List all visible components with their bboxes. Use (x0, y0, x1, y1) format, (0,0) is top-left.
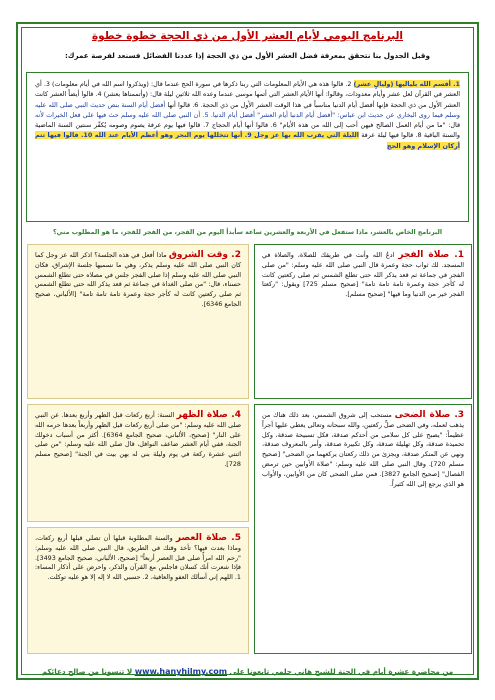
card-dhuhr (27, 404, 249, 522)
card-duha-heading: 3. صلاة الضحى (394, 410, 465, 420)
card-shurooq-text: ماذا أفعل في هذه الجلسة؟ اذكر الله عز وجل كما كان النبي صلى الله عليه وسلم يذكر، وهي ما نسميها جلسة الإشراق، فكان النبي صلى الله عليه وسلم إذا صلى الفجر جلس في مصلاه حتى تطلع الشمس حسناء، قال: "من صلى الغداة في جماعة ثم قعد يذكر الله حتى تطلع الشمس ثم صلى ركعتين كانت له كأجر حجة وعمرة تامة تامة تامة" [الألباني، صحيح الجامع 6346]. (35, 251, 241, 308)
merit-highlight-6: الليلة التي يقرب الله بها عز وجل 9. أنها تتخللها يوم النحر وهو أعظم الأيام عند الله 10. فالوا فيها تتم أركان الإسلام وهو الحج (35, 131, 460, 150)
page-title: البرنامج اليومي لأيام العشر الأول من ذي الحجة خطوة خطوة (91, 30, 404, 42)
card-asr (27, 527, 249, 654)
card-shurooq-heading: 2. وقت الشروق (168, 250, 241, 260)
ten-merits-box (26, 72, 469, 222)
intro-text: وقبل الجدول بنا نتحقق بمعرفة فضل العشر الأول من ذي الحجة إذا عددنا الفضائل فسنعد لفرصة عمرك: (65, 51, 430, 60)
card-fajr (254, 244, 472, 399)
program-intro: البرنامج الخاص بالعشر، ماذا ستفعل في الأربعة والعشرين ساعة سأبدأ اليوم من الفجر، من الفجر للفجر، ما هو المطلوب مني؟ (53, 229, 442, 236)
footer-text-after: لا تنسونا من صالح دعائكم (41, 667, 133, 676)
merit-text-3: عندما وعده الله ثلاثين ليلة قال: (وأتممناها بعشر) 4. قالوا أيضاً العشر كانت العشر الأول من ذي الحجة فإنها أفضل أيام الدنيا مناسباً في هذا الوقت العشر الأول من ذي الحجة. 6. قالوا أنها (35, 90, 460, 109)
card-fajr-heading: 1. صلاة الفجر (398, 250, 464, 260)
footer-site-link[interactable]: www.hanyhilmy.com (134, 667, 228, 676)
card-asr-heading: 5. صلاة العصر (175, 533, 241, 543)
card-duha-text: مستحب إلى شروق الشمس، بعد ذلك هناك من يذهب لعمله، وفي الضحى صلِّ ركعتين، والله سبحانه وتعالى يعطي عليها أجراً عظيماً: "يصبح على كل سلامى من أحدكم صدقة، فكل تسبيحة صدقة، وكل تحميدة صدقة، وكل تهليلة صدقة، وكل تكبيرة صدقة، وأمر بالمعروف صدقة، ونهي عن المنكر صدقة، ويجزئ من ذلك ركعتان يركعهما من الضحى" [صحيح مسلم 720]. وقال النبي صلى الله عليه وسلم: "صلاة الأوابين حين ترمض الفصال" [صحيح الجامع 3827]. فمن صلى الضحى كان من الأوابين، والأواب هو الذي يرجع إلى الله كثيراً. (262, 411, 465, 488)
card-dhuhr-text: السنة: أربع ركعات قبل الظهر وأربع بعدها. عن النبي صلى الله عليه وسلم: "من صلى أربع ركعات قبل الظهر وأربعاً بعدها حرمه الله على النار" [صحيح، الألباني، صحيح الجامع 6364]. أكثر من أسباب دخولك الجنة، ففي أيام العشر ضاعف النوافل، قال صلى الله عليه وسلم: "من صلى اثنتي عشرة ركعة في يوم وليلة بني له بهن بيت في الجنة" [صحيح مسلم 728]. (35, 411, 241, 468)
card-asr-text: والسنة المطلوبة قبلها أن تصلي قبلها أربع ركعات، وماذا بعدت فيها؟ تأخذ وقتك في الطريق، قال النبي صلى الله عليه وسلم: "رحم الله امرأً صلى قبل العصر أربعاً" [صحيح، الألباني، صحيح الجامع 3493]. فإذا شعرت أنك كسلان فاجلس مع القرآن والذكر، واحرص على أذكار المساء: 1. اللهم إني أسألك العفو والعافية، 2. حسبي الله لا إله إلا هو عليه توكلت. (35, 534, 241, 582)
merit-text-4: أفضل أيام السنة بنص حديث النبي صلى الله عليه وسلم فيما روى البخاري عن حديث ابن عباس: "أفضل أيام الدنيا أيام العشر" أفضل أيام الدنيا. 5. أن النبي صلى الله عليه وسلم حث فيها على فعل الخيرات لأنه (35, 100, 460, 119)
merit-text-5: قال: "ما من أيام العمل الصالح فيهن أحب إلى الله من هذه الأيام" 6. قالوا أنها أيام الحجاج 7. قالوا فيها يوم عرفة يصوم وصومه يُكفّر سنتين السنة الماضية والسنة الباقية 8. قالوا فيها ليلة عرفة (35, 121, 460, 140)
card-shurooq (27, 244, 249, 399)
merit-text-2: 2. قالوا هذه هي الأيام المعلومات التي ربنا ذكرها في سورة الحج عندما قال: (ويذكروا اسم الله في أيام معلومات) 3. أي العشر في القرآن لعل عشر وأيام معدودات، وقالوا: أنها الأيام العشر التي أتمها موسى (35, 80, 460, 99)
document-page (16, 22, 479, 680)
card-fajr-text: ادعُ الله وأنت في طريقك للصلاة، والصلاة في المسجد. لك ثواب حجة وعمرة قال النبي صلى الله عليه وسلم: "من صلى الفجر في جماعة ثم قعد يذكر الله حتى تطلع الشمس ثم صلى ركعتين كانت له كأجر حجة وعمرة تامة تامة تامة" [صحيح مسلم 725] ويقول: "ركعتا الفجر خير من الدنيا وما فيها" [صحيح مسلم]. (262, 251, 464, 299)
footer (18, 667, 477, 676)
merit-highlight-1: 1. أقسم الله بلياليها (وليالٍ عشر) (353, 80, 460, 88)
card-dhuhr-heading: 4. صلاة الظهر (176, 410, 241, 420)
card-duha (254, 404, 472, 654)
footer-text-before: من محاضرة عشرة أيام في الجنة للشيخ هاني حلمي تابعونا على (229, 667, 454, 676)
